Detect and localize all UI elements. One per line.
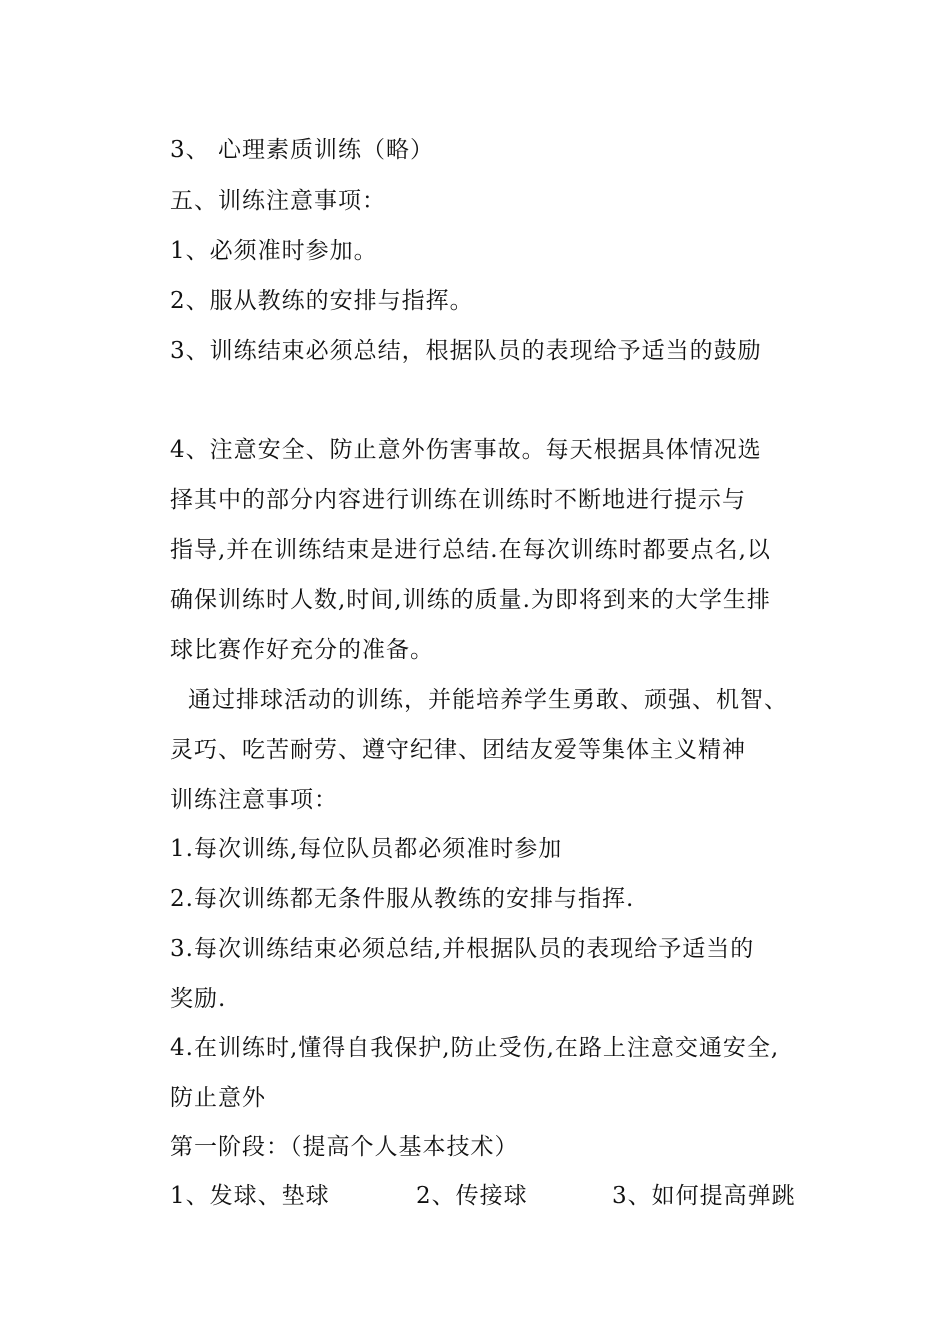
text-line: 3、 心理素质训练（略） [170,137,434,163]
text-line: 确保训练时人数,时间,训练的质量.为即将到来的大学生排 [170,587,771,613]
section-heading: 五、训练注意事项： [170,188,386,214]
text-line: 指导,并在训练结束是进行总结.在每次训练时都要点名,以 [170,537,771,563]
stage-item: 1、发球、垫球 [170,1183,330,1209]
text-line: 3.每次训练结束必须总结,并根据队员的表现给予适当的 [170,936,755,962]
section-heading: 训练注意事项： [170,787,338,813]
text-line: 3、训练结束必须总结，根据队员的表现给予适当的鼓励 [170,338,762,364]
text-line: 灵巧、吃苦耐劳、遵守纪律、团结友爱等集体主义精神 [170,737,746,763]
stage-heading: 第一阶段：（提高个人基本技术） [170,1134,519,1160]
stage-item: 3、如何提高弹跳 [612,1183,796,1209]
text-line: 2.每次训练都无条件服从教练的安排与指挥. [170,886,635,912]
text-line: 球比赛作好充分的准备。 [170,637,434,663]
text-line: 奖励. [170,986,227,1012]
text-line: 4.在训练时,懂得自我保护,防止受伤,在路上注意交通安全, [170,1035,780,1061]
text-line: 防止意外 [170,1085,266,1111]
text-line: 1、必须准时参加。 [170,238,378,264]
stage-item: 2、传接球 [416,1183,528,1209]
text-line: 择其中的部分内容进行训练在训练时不断地进行提示与 [170,487,746,513]
text-line: 1.每次训练,每位队员都必须准时参加 [170,836,563,862]
text-line: 2、服从教练的安排与指挥。 [170,288,474,314]
text-line: 4、注意安全、防止意外伤害事故。每天根据具体情况选 [170,437,762,463]
text-line: 通过排球活动的训练，并能培养学生勇敢、顽强、机智、 [188,687,788,713]
